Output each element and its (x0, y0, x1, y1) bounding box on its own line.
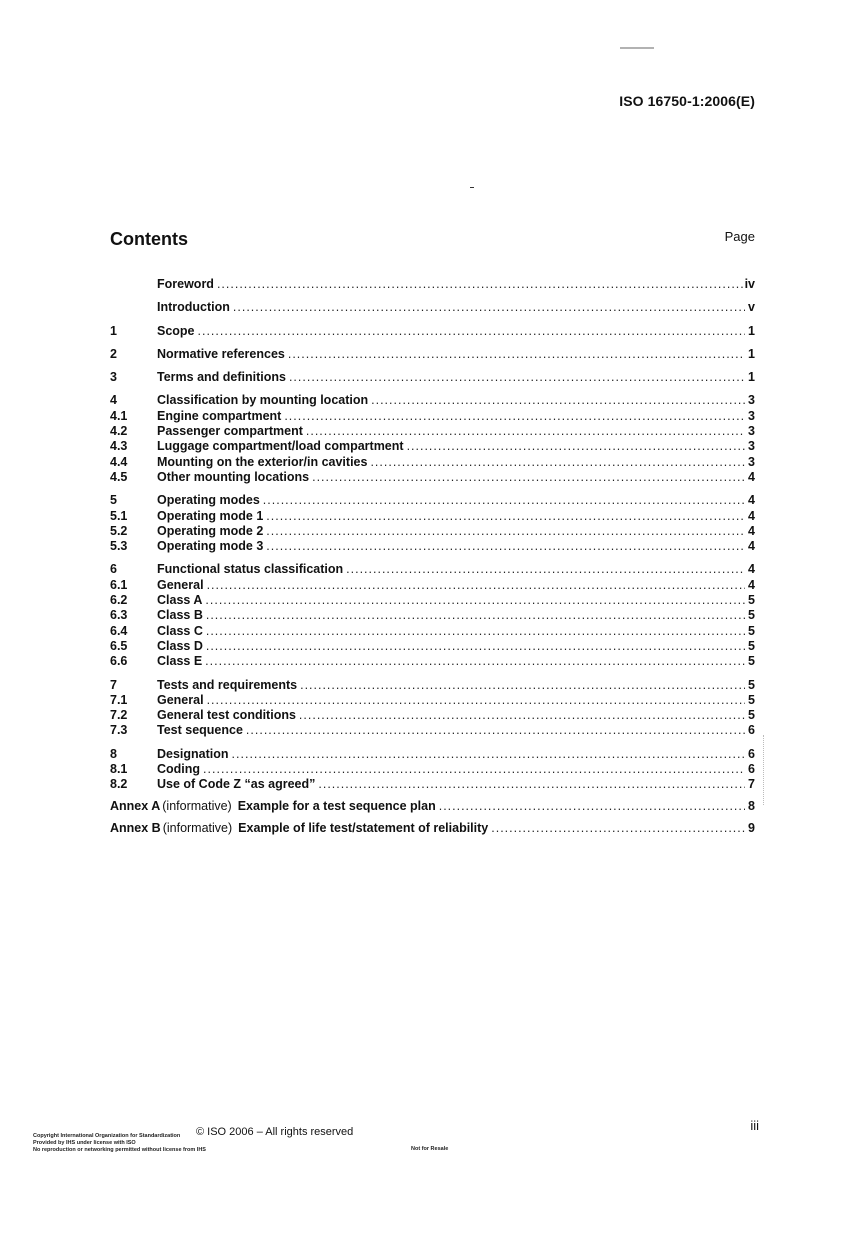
toc-entry[interactable] (110, 639, 755, 654)
toc-leader-dots (299, 708, 745, 723)
toc-leader-dots (306, 424, 745, 439)
table-of-contents (110, 277, 755, 836)
toc-entry-page: v (748, 300, 755, 315)
toc-entry-number: 4.1 (110, 408, 128, 423)
toc-entry-page: 5 (748, 593, 755, 608)
copyright-notice: © ISO 2006 – All rights reserved (196, 1126, 354, 1138)
toc-entry[interactable] (110, 393, 755, 408)
toc-entry-number: 7 (110, 677, 117, 692)
toc-entry[interactable] (110, 277, 755, 292)
toc-entry[interactable] (110, 777, 755, 792)
toc-entry-page: 4 (748, 469, 755, 484)
toc-entry-number: 3 (110, 370, 117, 385)
toc-entry-page: 7 (748, 777, 755, 792)
license-line: Provided by IHS under license with ISO (33, 1140, 136, 1146)
toc-entry-title: Class C (157, 623, 203, 638)
toc-entry-title: Class D (157, 638, 203, 653)
toc-entry-title: General test conditions (157, 708, 296, 723)
toc-entry[interactable] (110, 678, 755, 693)
toc-entry[interactable] (110, 708, 755, 723)
toc-entry-number: 8.1 (110, 762, 128, 777)
toc-entry-page: 9 (748, 820, 755, 835)
toc-entry-title: Terms and definitions (157, 370, 286, 385)
toc-entry-title: General (157, 577, 204, 592)
toc-entry[interactable] (110, 539, 755, 554)
toc-entry-title: Normative references (157, 346, 285, 361)
scan-artifact (620, 47, 654, 49)
toc-entry[interactable] (110, 324, 755, 339)
toc-entry-number: 5.1 (110, 508, 128, 523)
toc-entry-page: 5 (748, 692, 755, 707)
toc-leader-dots (266, 524, 745, 539)
toc-entry-page: 5 (748, 638, 755, 653)
toc-entry-number: 6.6 (110, 654, 128, 669)
toc-entry-title: Coding (157, 762, 201, 777)
toc-entry[interactable] (110, 578, 755, 593)
toc-leader-dots (407, 439, 745, 454)
toc-entry-number: 6.2 (110, 593, 128, 608)
toc-entry[interactable] (110, 409, 755, 424)
toc-entry-page: 8 (748, 798, 755, 813)
toc-leader-dots (318, 777, 745, 792)
toc-entry-number: 6.5 (110, 638, 128, 653)
toc-entry-title: Example of life test/statement of reliability (238, 820, 489, 835)
toc-leader-dots (266, 509, 745, 524)
toc-entry-number: 4.2 (110, 424, 128, 439)
toc-entry-number: 5.2 (110, 523, 128, 538)
toc-leader-dots (203, 762, 745, 777)
toc-entry[interactable] (110, 439, 755, 454)
toc-entry-page: 5 (748, 623, 755, 638)
toc-entry[interactable] (110, 608, 755, 623)
toc-leader-dots (207, 693, 745, 708)
toc-leader-dots (266, 539, 745, 554)
toc-entry-title: Scope (157, 323, 195, 338)
toc-leader-dots (491, 821, 745, 836)
license-line: Copyright International Organization for Standardization (33, 1133, 181, 1139)
toc-leader-dots (205, 593, 745, 608)
toc-entry[interactable] (110, 493, 755, 508)
toc-entry[interactable] (110, 524, 755, 539)
toc-leader-dots (312, 470, 745, 485)
toc-annex-entry[interactable] (110, 821, 755, 836)
toc-annex-type: (informative) (162, 820, 233, 835)
toc-leader-dots (263, 493, 745, 508)
toc-entry-number: 6.3 (110, 608, 128, 623)
toc-annex-label: Annex B (110, 820, 161, 835)
toc-entry-number: 8.2 (110, 777, 128, 792)
toc-entry-page: 5 (748, 654, 755, 669)
toc-entry-page: 5 (748, 708, 755, 723)
toc-leader-dots (206, 639, 745, 654)
toc-entry-number: 7.2 (110, 708, 128, 723)
toc-entry-number: 4.4 (110, 454, 128, 469)
toc-leader-dots (371, 393, 745, 408)
toc-entry-title: Operating mode 1 (157, 508, 264, 523)
toc-entry-page: 1 (748, 370, 755, 385)
toc-entry-number: 4.5 (110, 469, 128, 484)
toc-entry-title: Operating mode 3 (157, 539, 264, 554)
toc-entry-number: 4.3 (110, 439, 128, 454)
toc-entry-page: 6 (748, 723, 755, 738)
toc-leader-dots (246, 723, 745, 738)
toc-entry-number: 7.1 (110, 692, 128, 707)
toc-entry-page: 3 (748, 454, 755, 469)
toc-leader-dots (300, 678, 745, 693)
toc-entry-page: 4 (748, 539, 755, 554)
toc-entry-number: 6.1 (110, 577, 128, 592)
toc-entry[interactable] (110, 624, 755, 639)
toc-entry-title: Tests and requirements (157, 677, 298, 692)
scan-artifact (763, 735, 766, 805)
toc-entry-title: Introduction (157, 300, 230, 315)
toc-entry-number: 4 (110, 393, 117, 408)
toc-leader-dots (206, 608, 745, 623)
toc-entry-number: 2 (110, 346, 117, 361)
toc-entry-number: 1 (110, 323, 117, 338)
toc-entry-number: 6 (110, 562, 117, 577)
toc-leader-dots (232, 747, 745, 762)
toc-entry-number: 8 (110, 746, 117, 761)
toc-entry[interactable] (110, 693, 755, 708)
toc-entry-title: Class E (157, 654, 203, 669)
toc-entry-number: 6.4 (110, 623, 128, 638)
toc-annex-entry[interactable] (110, 799, 755, 814)
toc-leader-dots (284, 409, 745, 424)
toc-annex-label: Annex A (110, 798, 161, 813)
toc-entry[interactable] (110, 300, 755, 315)
toc-leader-dots (207, 578, 745, 593)
toc-entry-title: Luggage compartment/load compartment (157, 439, 404, 454)
toc-entry-page: 3 (748, 408, 755, 423)
toc-entry[interactable] (110, 762, 755, 777)
toc-entry[interactable] (110, 723, 755, 738)
contents-heading: Contents (110, 229, 188, 249)
toc-entry-title: Class B (157, 608, 203, 623)
toc-entry-page: 5 (748, 608, 755, 623)
toc-entry-page: 5 (748, 677, 755, 692)
toc-entry-page: 6 (748, 746, 755, 761)
toc-entry-page: 1 (748, 346, 755, 361)
toc-entry-title: Foreword (157, 277, 214, 291)
toc-leader-dots (206, 624, 745, 639)
toc-entry-page: 4 (748, 508, 755, 523)
toc-entry[interactable] (110, 370, 755, 385)
toc-leader-dots (217, 277, 743, 292)
toc-leader-dots (370, 455, 745, 470)
toc-entry[interactable] (110, 747, 755, 762)
toc-annex-type: (informative) (162, 798, 232, 813)
toc-entry-title: Use of Code Z “as agreed” (157, 777, 316, 792)
toc-entry-page: 4 (748, 577, 755, 592)
toc-entry-page: 3 (748, 439, 755, 454)
toc-entry[interactable] (110, 470, 755, 485)
toc-entry-title: Example for a test sequence plan (237, 798, 436, 813)
document-id: ISO 16750-1:2006(E) (619, 93, 755, 109)
toc-entry-title: Class A (157, 593, 203, 608)
toc-entry-title: General (157, 692, 204, 707)
toc-entry-number: 5.3 (110, 539, 128, 554)
toc-entry-title: Mounting on the exterior/in cavities (157, 454, 368, 469)
toc-leader-dots (198, 324, 745, 339)
toc-entry[interactable] (110, 509, 755, 524)
toc-entry-page: 6 (748, 762, 755, 777)
toc-entry-page: 3 (748, 424, 755, 439)
toc-entry-title: Other mounting locations (157, 469, 310, 484)
toc-entry-title: Operating modes (157, 493, 260, 508)
toc-entry[interactable] (110, 593, 755, 608)
toc-entry[interactable] (110, 347, 755, 362)
toc-entry[interactable] (110, 455, 755, 470)
toc-entry-title: Passenger compartment (157, 424, 303, 439)
license-line: No reproduction or networking permitted without license from IHS (33, 1147, 206, 1153)
page-column-label: Page (724, 229, 755, 244)
toc-entry-title: Engine compartment (157, 408, 282, 423)
toc-entry-page: 1 (748, 323, 755, 338)
toc-entry-page: 3 (748, 393, 755, 408)
toc-entry-title: Operating mode 2 (157, 523, 264, 538)
toc-entry[interactable] (110, 562, 755, 577)
resale-notice: Not for Resale (411, 1146, 449, 1152)
toc-entry-page: 4 (748, 562, 755, 577)
toc-entry-title: Classification by mounting location (157, 393, 369, 408)
toc-entry-page: iv (744, 277, 755, 291)
toc-entry-page: 4 (748, 523, 755, 538)
toc-leader-dots (233, 300, 745, 315)
toc-entry-number: 7.3 (110, 723, 128, 738)
toc-entry-page: 4 (748, 493, 755, 508)
toc-leader-dots (288, 347, 745, 362)
toc-entry-title: Functional status classification (157, 562, 344, 577)
toc-leader-dots (205, 654, 745, 669)
toc-entry[interactable] (110, 654, 755, 669)
toc-entry-title: Test sequence (157, 723, 243, 738)
toc-leader-dots (439, 799, 745, 814)
scan-artifact (470, 187, 474, 188)
toc-entry-title: Designation (157, 746, 229, 761)
toc-leader-dots (346, 562, 745, 577)
page-number: iii (750, 1118, 759, 1133)
license-notice (33, 1133, 206, 1154)
toc-entry[interactable] (110, 424, 755, 439)
toc-leader-dots (289, 370, 745, 385)
toc-entry-number: 5 (110, 493, 117, 508)
